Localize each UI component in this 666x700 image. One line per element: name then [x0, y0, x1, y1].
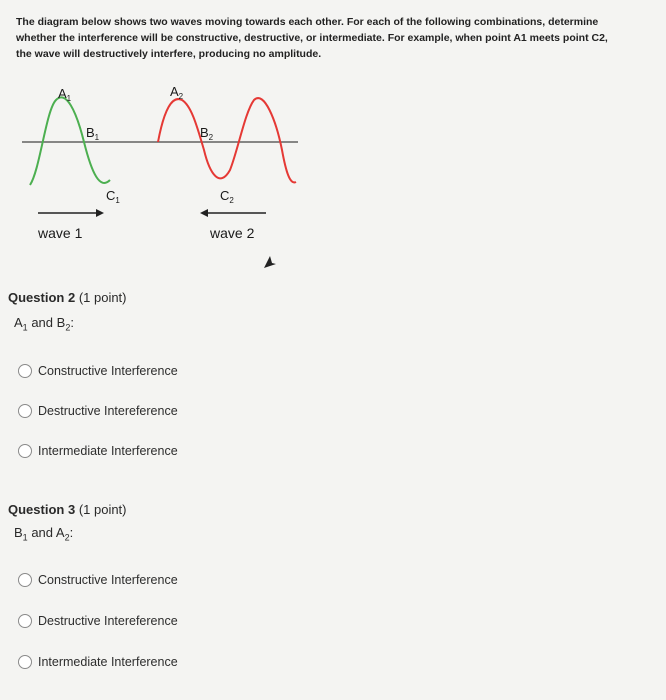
instructions-line-1: The diagram below shows two waves moving towards each other. For each of the following combinations, determine: [16, 16, 599, 28]
question-2-title: Question 2 (1 point): [8, 290, 127, 305]
q2-option-destructive[interactable]: Destructive Intereference: [18, 404, 178, 418]
instructions-line-2: whether the interference will be constructive, destructive, or intermediate. For example, when point A1 meets point C2,: [16, 32, 608, 44]
q3-option-constructive[interactable]: Constructive Interference: [18, 573, 178, 587]
radio-button[interactable]: [18, 404, 32, 418]
wave-2-arrowhead: [200, 209, 208, 217]
instructions-line-3: the wave will destructively interfere, producing no amplitude.: [16, 48, 322, 60]
question-3-title: Question 3 (1 point): [8, 502, 127, 517]
q2-option-intermediate[interactable]: Intermediate Interference: [18, 444, 178, 458]
instructions-text: [16, 14, 616, 62]
wave-2-curve: [158, 98, 296, 182]
wave-2-label: wave 2: [210, 225, 255, 241]
label-b2: $B_2$: [200, 125, 214, 142]
label-a2: $A_2$: [170, 84, 184, 101]
label-c2: $C_2$: [220, 188, 234, 205]
q3-option-intermediate[interactable]: Intermediate Interference: [18, 655, 178, 669]
wave-diagram: [0, 70, 666, 270]
wave-1-label: wave 1: [38, 225, 83, 241]
label-b1: $B_1$: [86, 125, 100, 142]
radio-button[interactable]: [18, 655, 32, 669]
radio-button[interactable]: [18, 573, 32, 587]
question-3-prompt: $B_1$ and $A_2$:: [14, 525, 74, 543]
radio-button[interactable]: [18, 444, 32, 458]
label-c1: $C_1$: [106, 188, 120, 205]
label-a1: $A_1$: [58, 86, 72, 103]
mouse-cursor-icon: [262, 254, 278, 270]
question-2-prompt: $A_1$ and $B_2$:: [14, 315, 74, 333]
wave-1-arrowhead: [96, 209, 104, 217]
radio-button[interactable]: [18, 364, 32, 378]
q3-option-destructive[interactable]: Destructive Intereference: [18, 614, 178, 628]
q2-option-constructive[interactable]: Constructive Interference: [18, 364, 178, 378]
radio-button[interactable]: [18, 614, 32, 628]
